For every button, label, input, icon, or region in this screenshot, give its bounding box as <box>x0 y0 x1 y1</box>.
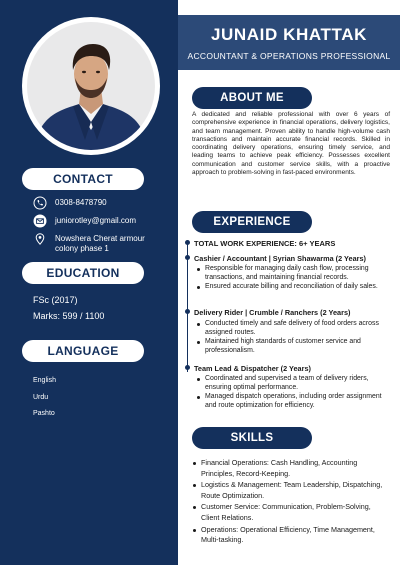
profile-photo <box>27 22 155 150</box>
job-title: Delivery Rider | Crumble / Ranchers (2 Years) <box>194 308 351 317</box>
skill-item: Logistics & Management: Team Leadership, Dispatching, Route Optimization. <box>192 480 390 501</box>
address-text: Nowshera Cherat armour colony phase 1 <box>55 234 145 253</box>
language-heading: LANGUAGE <box>22 340 144 362</box>
skill-item: Customer Service: Communication, Problem-Solving, Client Relations. <box>192 502 390 523</box>
contact-email <box>33 214 173 228</box>
phone-number: 0308-8478790 <box>55 198 107 207</box>
skill-item: Financial Operations: Cash Handling, Accounting Principles, Record-Keeping. <box>192 458 390 479</box>
timeline-dot <box>185 365 190 370</box>
timeline-dot <box>185 240 190 245</box>
language-item: Urdu <box>33 394 49 401</box>
location-icon <box>33 232 47 246</box>
job-duty: Responsible for managing daily cash flow, processing transactions, and maintaining financial records. <box>196 265 390 282</box>
job-duties <box>196 375 390 411</box>
email-icon <box>33 214 47 228</box>
job-duty: Conducted timely and safe delivery of food orders across assigned routes. <box>196 320 390 337</box>
contact-phone <box>33 196 173 210</box>
job-duty: Maintained high standards of customer service and professionalism. <box>196 338 390 355</box>
language-item: Pashto <box>33 410 55 417</box>
about-text: A dedicated and reliable professional with over 6 years of comprehensive experience in financial operations, delivery logistics, and team management. Proven ability to handle high-volume cash transactions and maintain accurate financial records. Skilled in coordinating delivery operations, ensuring timely service, and leading teams to achieve peak efficiency. Possesses excellent communication and customer service skills, with a proactive approach to problem-solving in fast-paced environments. <box>192 111 390 177</box>
sidebar <box>0 0 178 565</box>
job-title: Cashier / Accountant | Syrian Shawarma (2 Years) <box>194 254 366 263</box>
skill-item: Operations: Operational Efficiency, Time Management, Multi-tasking. <box>192 525 390 546</box>
skills-list <box>192 458 390 547</box>
about-heading: ABOUT ME <box>192 87 312 109</box>
skills-heading: SKILLS <box>192 427 312 449</box>
job-duty: Ensured accurate billing and reconciliation of daily sales. <box>196 283 390 292</box>
language-item: English <box>33 377 56 384</box>
job-duty: Managed dispatch operations, including order assignment and route optimization for efficiency. <box>196 393 390 410</box>
job-title: Team Lead & Dispatcher (2 Years) <box>194 364 311 373</box>
timeline-dot <box>185 255 190 260</box>
education-degree: FSc (2017) <box>33 295 78 305</box>
job-duties <box>196 320 390 356</box>
job-duties <box>196 265 390 293</box>
person-name: JUNAID KHATTAK <box>210 25 368 44</box>
job-role: ACCOUNTANT & OPERATIONS PROFESSIONAL <box>187 51 391 61</box>
email-address: juniorotley@gmail.com <box>55 216 137 225</box>
education-heading: EDUCATION <box>22 262 144 284</box>
contact-address <box>33 232 173 254</box>
job-duty: Coordinated and supervised a team of delivery riders, ensuring optimal performance. <box>196 375 390 392</box>
phone-icon <box>33 196 47 210</box>
timeline-dot <box>185 309 190 314</box>
experience-timeline <box>187 242 188 372</box>
name-banner <box>178 15 400 70</box>
total-experience: TOTAL WORK EXPERIENCE: 6+ YEARS <box>194 239 336 248</box>
education-marks: Marks: 599 / 1100 <box>33 311 105 321</box>
contact-heading: CONTACT <box>22 168 144 190</box>
experience-heading: EXPERIENCE <box>192 211 312 233</box>
profile-photo-frame <box>22 17 160 155</box>
